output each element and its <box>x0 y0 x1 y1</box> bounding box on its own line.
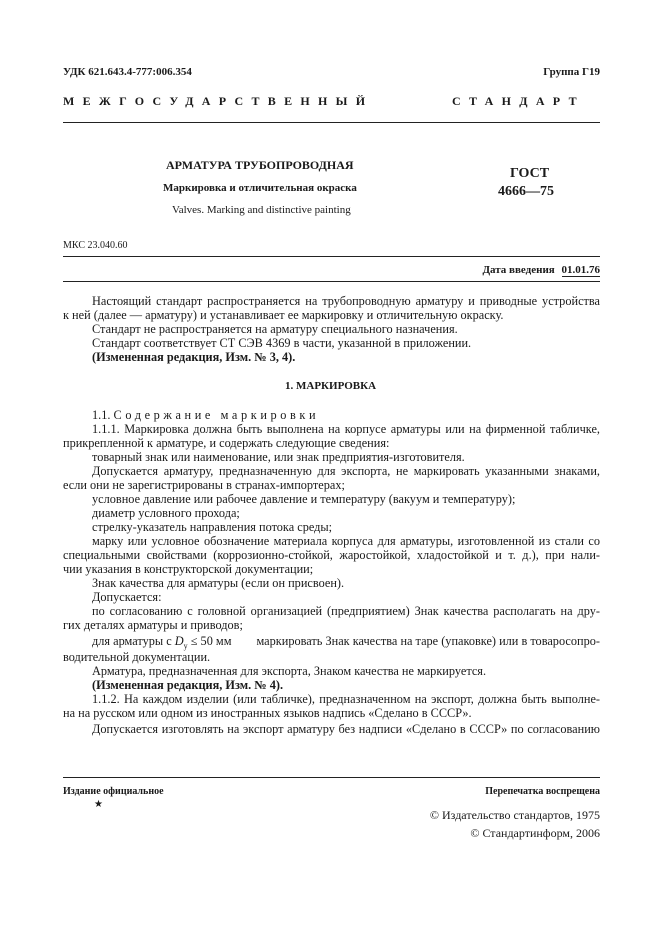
reprint-prohibited: Перепечатка воспрещена <box>485 786 600 797</box>
intro-date-label: Дата введения <box>482 264 555 276</box>
s1-line-3: товарный знак или наименование, или знак предприятия-изготовителя. <box>92 450 465 464</box>
s1-line-18: Арматура, предназначенная для экспорта, Знаком качества не маркируется. <box>92 664 487 678</box>
s1-line-20: 1.1.2. На каждом изделии (или табличке), предназначенном на экспорт, должна быть выполне- <box>92 692 600 706</box>
subsection-name: Содержание маркировки <box>113 408 320 422</box>
s1-line-9: марку или условное обозначение материала корпуса для арматуры, изготовленной из стали со <box>92 534 600 548</box>
s1-line-4: Допускается арматуру, предназначенную для экспорта, не маркировать указанными знаками, <box>92 464 600 478</box>
mks-code: МКС 23.040.60 <box>63 240 128 251</box>
subsection-title <box>92 408 319 422</box>
preamble-p2: Стандарт не распространяется на арматуру специального назначения. <box>92 322 458 336</box>
copyright-2006: © Стандартинформ, 2006 <box>470 826 600 840</box>
s1-line-15: гих деталях арматуры и приводов; <box>63 618 243 632</box>
star-icon: ★ <box>94 799 103 810</box>
udk-code: УДК 621.643.4-777:006.354 <box>63 66 192 78</box>
official-edition: Издание официальное <box>63 786 164 797</box>
dy-subscript: у <box>183 641 188 651</box>
s1-line-1: 1.1.1. Маркировка должна быть выполнена на корпусе арматуры или на фирменной табличке, <box>92 422 600 436</box>
banner-interstate: МЕЖГОСУДАРСТВЕННЫЙ <box>63 94 374 108</box>
s1-line-17: водительной документации. <box>63 650 211 664</box>
group-code: Группа Г19 <box>543 66 600 78</box>
dy-symbol: D <box>174 634 184 648</box>
s1-line-14: по согласованию с головной организацией (предприятием) Знак качества располагать на дру- <box>92 604 600 618</box>
date-rule <box>63 281 600 282</box>
subsection-number: 1.1. <box>92 408 111 422</box>
s1-line-6: условное давление или рабочее давление и температуру (вакуум и температуру); <box>92 492 516 506</box>
title-rule <box>63 256 600 257</box>
s1-line-21: на на русском или одном из иностранных языков надпись «Сделано в СССР». <box>63 706 472 720</box>
doc-title-english: Valves. Marking and distinctive painting <box>172 204 351 216</box>
section-heading: 1. МАРКИРОВКА <box>285 380 377 392</box>
preamble-p1-line1: Настоящий стандарт распространяется на трубопроводную арматуру и приводные устройства <box>92 294 600 308</box>
doc-title: АРМАТУРА ТРУБОПРОВОДНАЯ <box>166 158 354 172</box>
footer-rule <box>63 777 600 778</box>
s1-line-7: диаметр условного прохода; <box>92 506 240 520</box>
preamble-p3: Стандарт соответствует СТ СЭВ 4369 в части, указанной в приложении. <box>92 336 472 350</box>
s1-line-22: Допускается изготовлять на экспорт арматуру без надписи «Сделано в СССР» по согласованию <box>92 722 600 736</box>
intro-date-value: 01.01.76 <box>561 264 600 276</box>
preamble-amendment: (Измененная редакция, Изм. № 3, 4). <box>92 350 296 364</box>
intro-date <box>482 264 600 276</box>
s1-line-13: Допускается: <box>92 590 162 604</box>
s1-line-11: чии указания в конструкторской документации; <box>63 562 314 576</box>
s1-line-10: специальными свойствами (коррозионно-стойкой, жаростойкой, хладостойкой и т. д.), при нали- <box>63 548 600 562</box>
s1-line-5: если они не зарегистрированы в странах-импортерах; <box>63 478 345 492</box>
s1-line-12: Знак качества для арматуры (если он присвоен). <box>92 576 345 590</box>
gost-number: 4666—75 <box>498 184 554 199</box>
s1-amendment: (Измененная редакция, Изм. № 4). <box>92 678 284 692</box>
dy-prefix: для арматуры с <box>92 634 172 648</box>
gost-label: ГОСТ <box>510 166 550 181</box>
header-rule <box>63 122 600 123</box>
dy-suffix: маркировать Знак качества на таре (упаковке) или в товаросопро- <box>256 634 600 648</box>
banner-standard: СТАНДАРТ <box>452 94 585 108</box>
preamble-p1-line2: к ней (далее — арматуру) и устанавливает ее маркировку и отличительную окраску. <box>63 308 504 322</box>
s1-line-8: стрелку-указатель направления потока среды; <box>92 520 333 534</box>
s1-line-2: прикрепленной к арматуре, и содержать следующие сведения: <box>63 436 390 450</box>
dy-value: ≤ 50 мм <box>190 634 232 648</box>
copyright-1975: © Издательство стандартов, 1975 <box>429 808 600 822</box>
doc-subtitle: Маркировка и отличительная окраска <box>163 182 357 194</box>
